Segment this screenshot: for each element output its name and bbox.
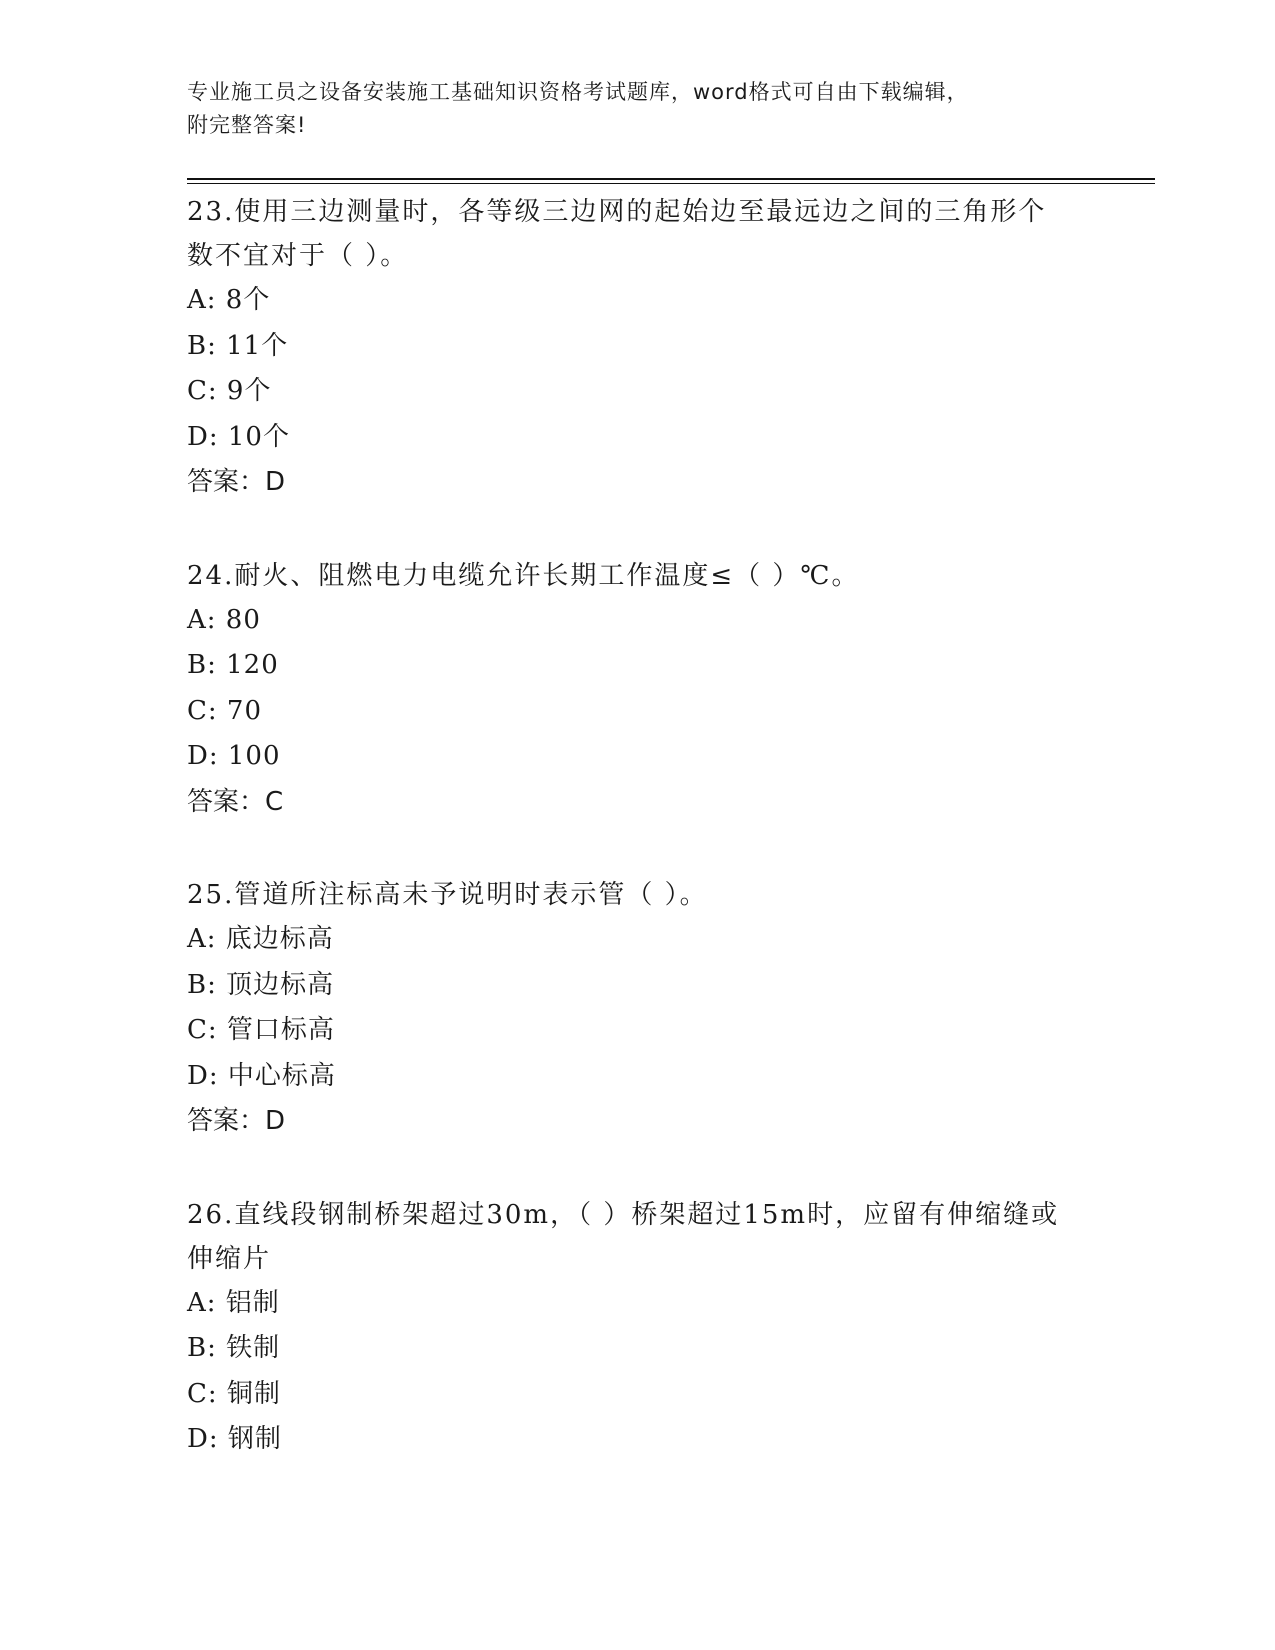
header-line-1: 专业施工员之设备安装施工基础知识资格考试题库，word格式可自由下载编辑， xyxy=(187,80,969,104)
option-d: D: 钢制 xyxy=(187,1424,282,1454)
question-25 xyxy=(187,873,1087,1145)
option-b: B: 120 xyxy=(187,650,279,680)
header-rule-thick xyxy=(187,178,1155,180)
question-spacer xyxy=(187,825,1087,873)
option-b: B: 顶边标高 xyxy=(187,969,335,1000)
option-d: D: 100 xyxy=(187,741,281,771)
option-c: C: 铜制 xyxy=(187,1378,281,1409)
question-spacer xyxy=(187,1145,1087,1193)
question-26 xyxy=(187,1193,1087,1463)
document-header xyxy=(187,76,1087,142)
header-rule-thin xyxy=(187,183,1155,184)
answer-line: 答案：D xyxy=(187,1106,286,1136)
answer-line: 答案：D xyxy=(187,467,286,497)
answer-line: 答案：C xyxy=(187,786,284,817)
option-b: B: 11个 xyxy=(187,330,289,361)
option-c: C: 9个 xyxy=(187,376,272,406)
question-text-line: 24.耐火、阻燃电力电缆允许长期工作温度≤（ ）℃。 xyxy=(187,560,860,591)
question-24 xyxy=(187,554,1087,826)
question-text-line: 数不宜对于（ ）。 xyxy=(187,241,409,271)
option-d: D: 中心标高 xyxy=(187,1060,336,1091)
question-23 xyxy=(187,190,1087,506)
option-a: A: 8个 xyxy=(187,285,271,315)
option-a: A: 80 xyxy=(187,604,261,635)
question-text-line: 26.直线段钢制桥架超过30m，（ ）桥架超过15m时，应留有伸缩缝或 xyxy=(187,1199,1060,1230)
header-line-2: 附完整答案! xyxy=(187,113,307,137)
question-text-line: 25.管道所注标高未予说明时表示管（ ）。 xyxy=(187,880,708,910)
option-c: C: 70 xyxy=(187,695,263,726)
option-a: A: 底边标高 xyxy=(187,924,334,954)
question-text-line: 伸缩片 xyxy=(187,1243,272,1274)
option-d: D: 10个 xyxy=(187,421,290,452)
option-a: A: 铝制 xyxy=(187,1287,280,1318)
question-text-line: 23.使用三边测量时，各等级三边网的起始边至最远边之间的三角形个 xyxy=(187,197,1047,227)
question-spacer xyxy=(187,506,1087,554)
option-b: B: 铁制 xyxy=(187,1333,281,1363)
option-c: C: 管口标高 xyxy=(187,1015,335,1045)
question-list xyxy=(187,190,1087,1463)
